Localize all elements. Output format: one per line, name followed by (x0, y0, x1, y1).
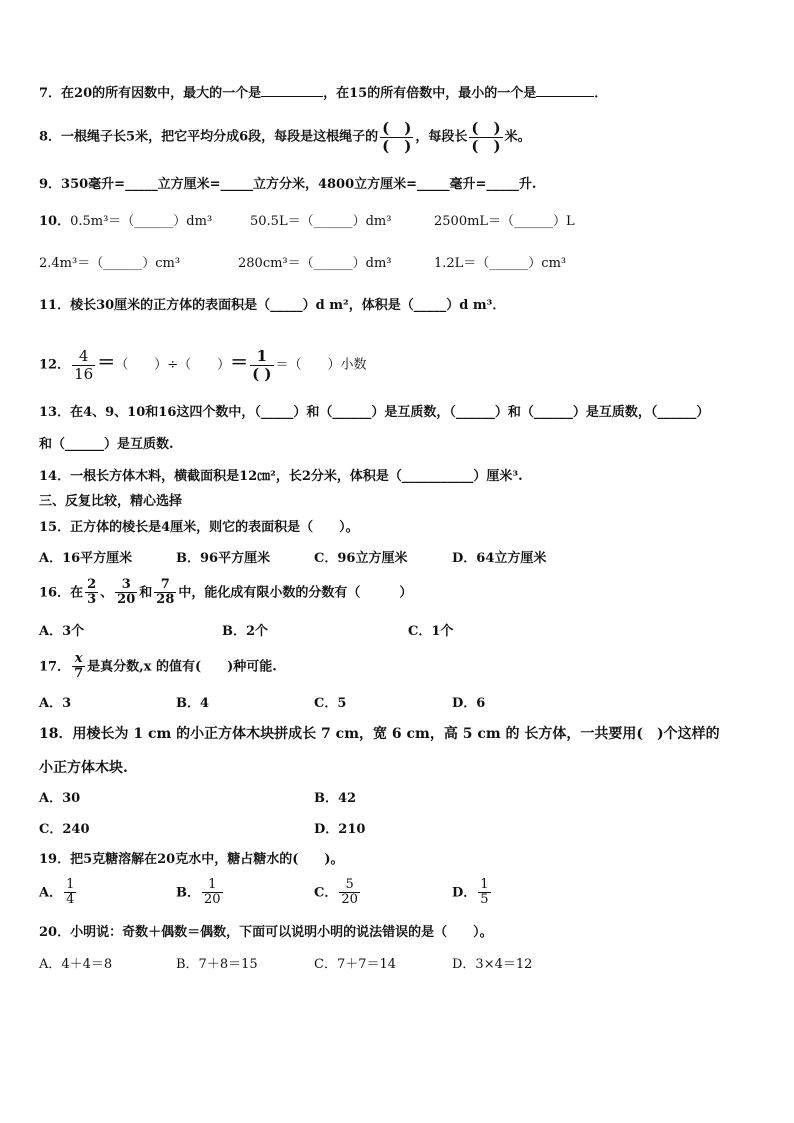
option-d[interactable]: D． $\frac{1}{5}$ (452, 877, 489, 908)
section-heading: 三、反复比较，精心选择 (39, 494, 183, 509)
fraction: $\frac{5}{20}$ (341, 877, 358, 908)
option-c[interactable]: C．240 (39, 822, 90, 837)
conversion-item: 2.4m³＝（______）cm³ (39, 256, 181, 271)
option-d[interactable]: D．3×4＝12 (452, 957, 533, 972)
question-text: 小明说：奇数＋偶数＝偶数，下面可以说明小明的说法错误的是（ ）。 (70, 925, 493, 940)
option-a[interactable]: A．3个 (39, 624, 85, 639)
question-text: 把5克糖溶解在20克水中，糖占糖水的( )。 (70, 852, 344, 867)
question-number: 17． (39, 659, 71, 675)
conversion-item: 280cm³＝（______）dm³ (238, 256, 392, 271)
question-text-continued: 小正方体木块. (39, 760, 128, 776)
fraction: $\frac{4}{16}$ (74, 347, 94, 383)
question-13 (39, 406, 709, 419)
question-text: 350毫升=_____立方厘米=_____立方分米，4800立方厘米=_____毫升=_____升. (61, 177, 537, 192)
question-number: 7． (39, 86, 62, 101)
option-b[interactable]: B．4 (176, 696, 210, 711)
option-b[interactable]: B． $\frac{1}{20}$ (176, 877, 221, 908)
question-17 (39, 652, 277, 682)
question-text: 中，能化成有限小数的分数有（ ） (178, 585, 413, 601)
question-text: ＝（ ）小数 (275, 357, 367, 373)
question-text: 一根长方体木料，横截面积是12㎝²，长2分米，体积是（___________）厘米³. (70, 469, 523, 484)
fraction-blank[interactable]: 1 ( ) (252, 347, 272, 383)
option-a[interactable]: A．4＋4＝8 (39, 957, 113, 972)
question-number: 20． (39, 925, 71, 940)
option-c[interactable]: C．7＋7＝14 (314, 957, 397, 972)
fraction: $\frac{3}{20}$ (117, 577, 136, 608)
blank-division[interactable]: （ ）÷（ ） (115, 357, 231, 373)
option-c[interactable]: C． $\frac{5}{20}$ (314, 877, 358, 908)
question-text: 用棱长为 1 cm 的小正方体木块拼成长 7 cm，宽 6 cm，高 5 cm 的 长方体，一共要用( )个这样的 (72, 726, 720, 742)
fraction-blank[interactable]: ( ) ( ) (382, 119, 412, 155)
question-number: 10． (39, 214, 71, 229)
question-11 (39, 299, 505, 312)
fraction: $\frac{1}{5}$ (480, 877, 489, 908)
fraction-blank[interactable]: ( ) ( ) (471, 119, 501, 155)
question-text: ，每段长 (415, 129, 468, 145)
fraction: $\frac{1}{20}$ (204, 877, 221, 908)
question-15 (39, 521, 359, 534)
question-text: 棱长30厘米的正方体的表面积是（_____）d m²，体积是（_____）d m³． (70, 298, 506, 313)
conversion-item: 1.2L＝（______）cm³ (434, 256, 567, 271)
question-number: 16． (39, 585, 71, 601)
question-7 (39, 84, 607, 100)
option-a[interactable]: A．16平方厘米 (39, 551, 133, 566)
question-number: 15． (39, 520, 71, 535)
conversion-item: 50.5L＝（______）dm³ (250, 214, 392, 229)
question-number: 19． (39, 852, 71, 867)
question-14 (39, 470, 523, 483)
question-text: ，在15的所有倍数中，最小的一个是 (323, 86, 537, 101)
question-19 (39, 853, 344, 866)
option-d[interactable]: D．6 (452, 696, 486, 711)
conversion-item: 2500mL＝（______）L (434, 214, 575, 229)
question-8 (39, 120, 531, 154)
conversion-item: 0.5m³＝（______）dm³ (70, 214, 213, 229)
option-b[interactable]: B．42 (314, 791, 357, 806)
fraction: $\frac{7}{28}$ (156, 577, 175, 608)
fraction: $\frac{x}{7}$ (74, 651, 84, 682)
answer-blank[interactable] (536, 84, 594, 97)
option-a[interactable]: A．30 (39, 791, 81, 806)
option-b[interactable]: B．7＋8＝15 (176, 957, 258, 972)
question-text: 正方体的棱长是4厘米，则它的表面积是（ ）。 (70, 520, 359, 535)
question-text: 是真分数,x 的值有( )种可能. (87, 659, 277, 675)
equals-sign: ＝ (230, 352, 249, 374)
question-text: 一根绳子长5米，把它平均分成6段，每段是这根绳子的 (61, 129, 379, 145)
equals-sign: ＝ (97, 352, 116, 374)
option-c[interactable]: C．96立方厘米 (314, 551, 408, 566)
option-a[interactable]: A． $\frac{1}{4}$ (39, 877, 75, 908)
question-number: 14． (39, 469, 71, 484)
fraction: $\frac{2}{3}$ (87, 577, 97, 608)
question-text: 米。 (504, 129, 531, 145)
question-text: 在 (70, 585, 84, 601)
option-c[interactable]: C．5 (314, 696, 347, 711)
question-20 (39, 926, 493, 939)
option-b[interactable]: B．96平方厘米 (176, 551, 271, 566)
option-a[interactable]: A．3 (39, 696, 72, 711)
question-10-row-1 (39, 215, 212, 228)
question-number: 13． (39, 405, 71, 420)
question-text-continued: 和（______）是互质数. (39, 437, 174, 452)
option-d[interactable]: D．210 (314, 822, 366, 837)
question-number: 11． (39, 298, 71, 313)
question-18 (39, 727, 720, 741)
fraction: $\frac{1}{4}$ (66, 877, 75, 908)
question-number: 9． (39, 177, 62, 192)
option-c[interactable]: C．1个 (408, 624, 454, 639)
question-16: 16．在 $\frac{2}{3}$ 、 $\frac{3}{20}$ 和 $\frac{7}{28}$ 中，能化成有限小数的分数有（ ） (39, 577, 413, 608)
question-number: 18． (39, 726, 73, 742)
question-text: ． (594, 86, 608, 101)
question-text: 在4、9、10和16这四个数中，（_____）和（______）是互质数，（______）和（______）是互质数，（______） (70, 405, 710, 420)
question-9 (39, 178, 536, 191)
question-number: 8． (39, 129, 62, 145)
question-text: 在20的所有因数中，最大的一个是 (61, 86, 262, 101)
option-b[interactable]: B．2个 (222, 624, 269, 639)
question-number: 12． (39, 357, 71, 373)
question-12 (39, 348, 367, 382)
answer-blank[interactable] (261, 84, 323, 97)
option-d[interactable]: D．64立方厘米 (452, 551, 547, 566)
